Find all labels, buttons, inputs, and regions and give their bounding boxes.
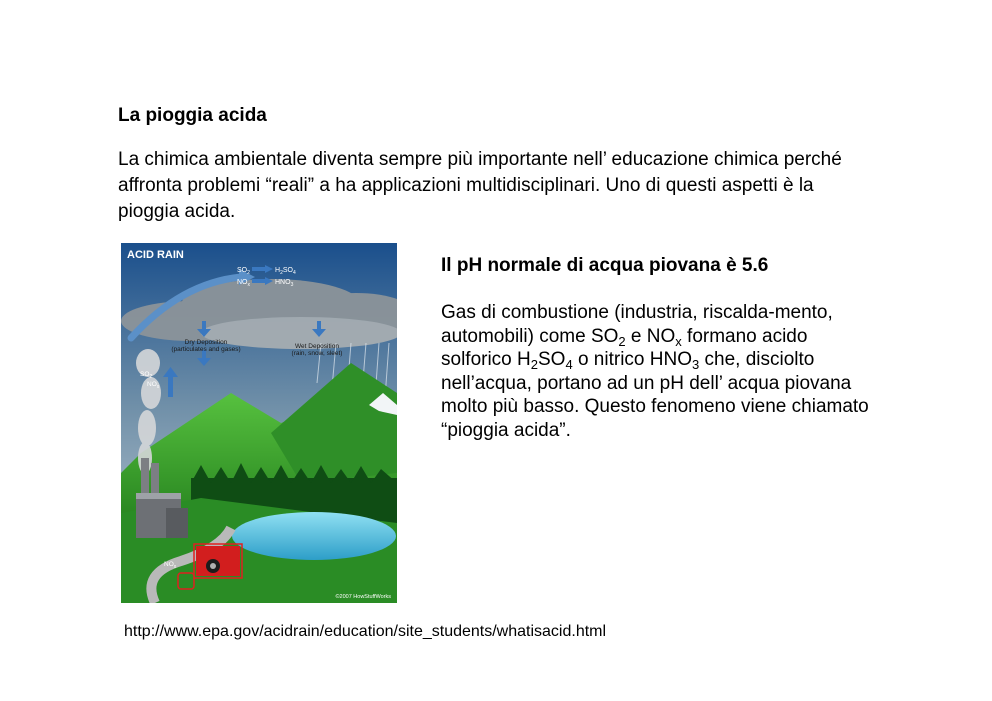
lake bbox=[232, 512, 396, 560]
combustion-paragraph: Gas di combustione (industria, riscalda-mento, automobili) come $SO_2$ e $NO_x$ formano acido solforico $H_2SO_4$ o nitrico $HNO_3$ che, disciolto nell’acqua, portano ad un pH dell’ acqua piovana molto più basso. Questo fenomeno viene chiamato “pioggia acida”. bbox=[441, 302, 869, 441]
so2-to-h2so4-label: $SO_2$ bbox=[237, 267, 250, 276]
smoke-nox-label: $NO_x$ bbox=[147, 381, 160, 390]
wet-deposition-label: Wet Deposition bbox=[295, 343, 339, 350]
dry-deposition-sublabel: (particulates and gases) bbox=[171, 346, 241, 353]
car bbox=[194, 544, 242, 578]
h2so4-label: $H_2SO_4$ bbox=[275, 267, 296, 276]
dry-deposition-label: Dry Deposition bbox=[184, 339, 228, 346]
car-nox-label: $NO_x$ bbox=[164, 561, 177, 570]
figure-copyright: ©2007 HowStuffWorks bbox=[335, 594, 391, 600]
ph-heading: Il pH normale di acqua piovana è 5.6 bbox=[441, 255, 769, 276]
hno3-label: $HNO_3$ bbox=[275, 279, 294, 288]
wet-deposition-sublabel: (rain, snow, sleet) bbox=[291, 350, 343, 357]
nox-label: $NO_x$ bbox=[237, 279, 250, 288]
source-url: http://www.epa.gov/acidrain/education/site_students/whatisacid.html bbox=[124, 623, 607, 640]
intro-paragraph: La chimica ambientale diventa sempre più importante nell’ educazione chimica perché affronta problemi “reali” a ha applicazioni multidisciplinari. Uno di questi aspetti è la pioggia acida. bbox=[118, 149, 842, 222]
slide-title: La pioggia acida bbox=[118, 105, 267, 126]
figure-title: ACID RAIN bbox=[127, 249, 184, 261]
smoke-so2-label: $SO_2$ bbox=[140, 371, 153, 380]
acid-rain-illustration bbox=[121, 243, 397, 603]
